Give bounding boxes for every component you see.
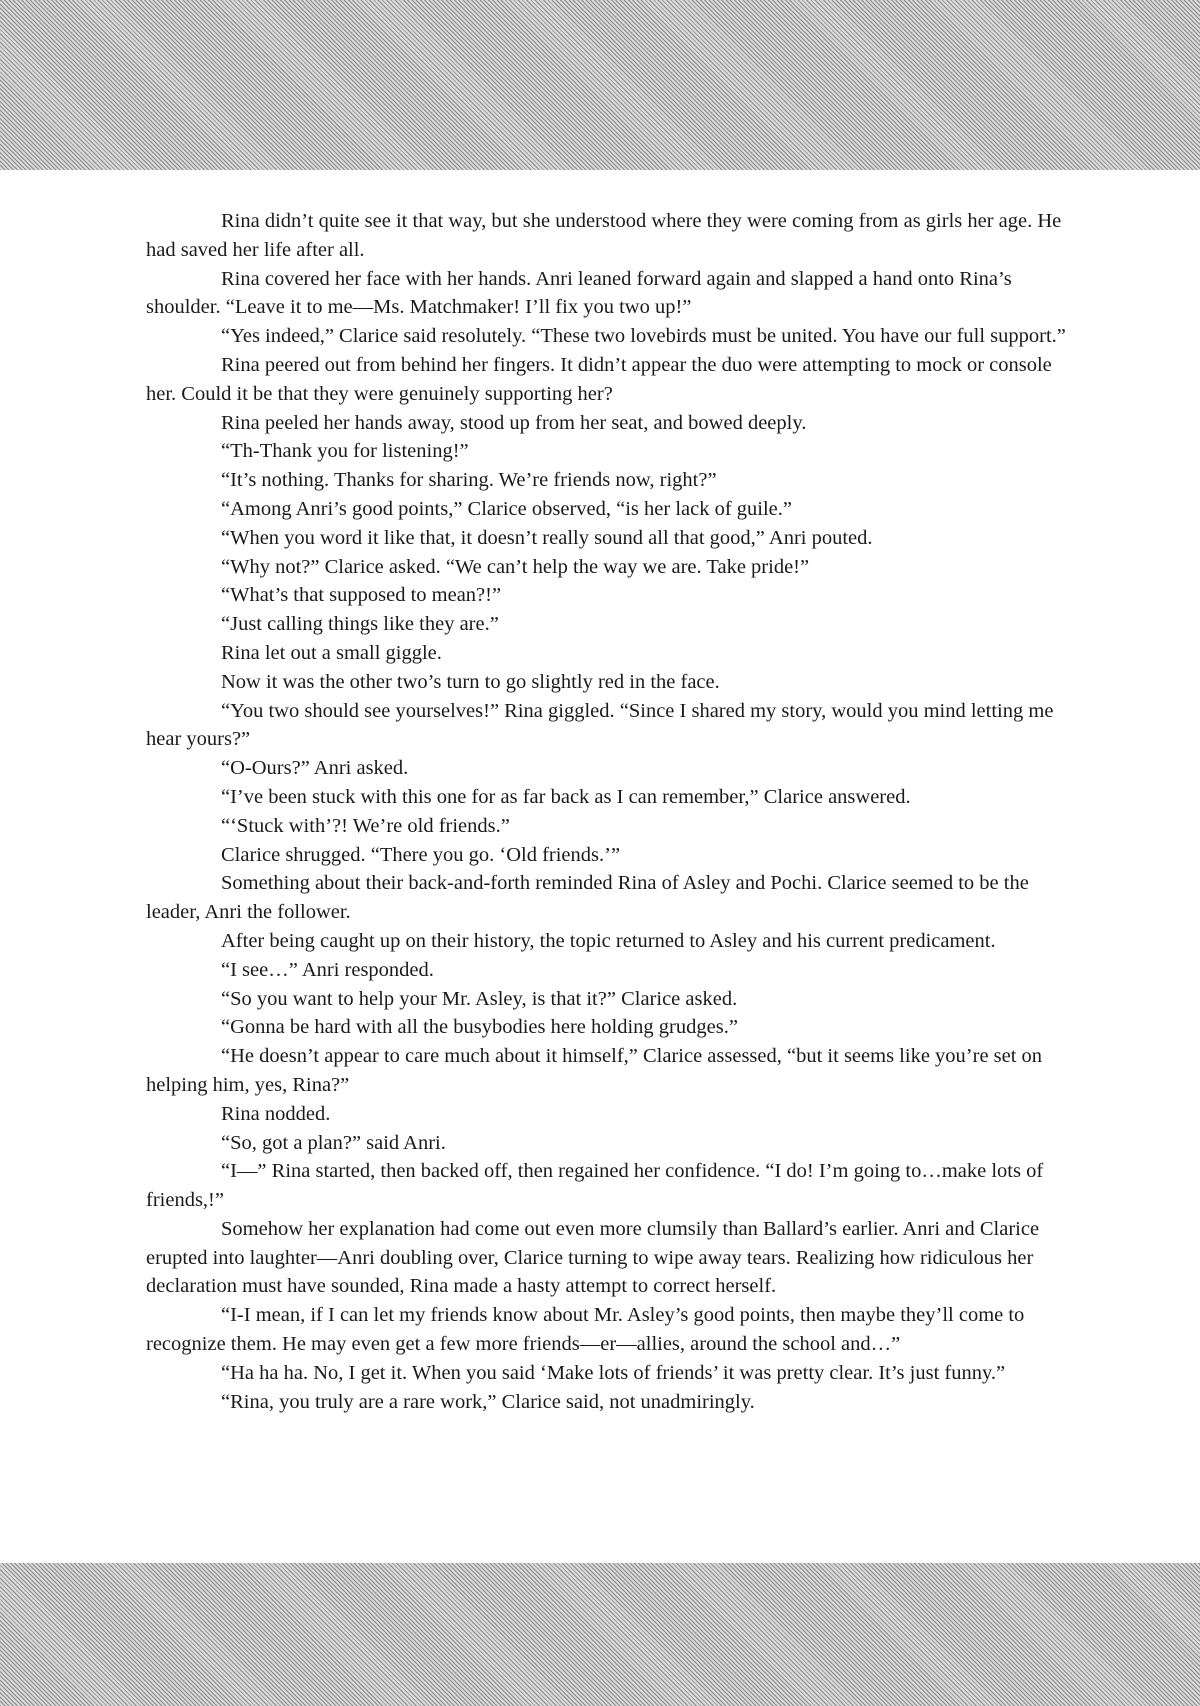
paragraph: “I’ve been stuck with this one for as far back as I can remember,” Clarice answered.	[221, 785, 911, 808]
paragraph: Rina peered out from behind her fingers. It didn’t appear the duo were attempting to mock or console her. Could it be that they were genuinely supporting her?	[146, 353, 1052, 405]
paragraph: “I-I mean, if I can let my friends know about Mr. Asley’s good points, then maybe they’ll come to recognize them. He may even get a few more friends—er—allies, around the school and…”	[146, 1304, 1025, 1356]
paragraph: Rina didn’t quite see it that way, but she understood where they were coming from as girls her age. He had saved her life after all.	[146, 210, 1062, 261]
bottom-scan-border	[0, 1563, 1200, 1706]
paragraph: “I—” Rina started, then backed off, then regained her confidence. “I do! I’m going to…make lots of friends,!”	[146, 1160, 1044, 1212]
paragraph: “‘Stuck with’?! We’re old friends.”	[221, 814, 510, 837]
paragraph: “I see…” Anri responded.	[221, 958, 434, 981]
paragraph: Somehow her explanation had come out even more clumsily than Ballard’s earlier. Anri and Clarice erupted into laughter—Anri doubling over, Clarice turning to wipe away tears. Realizing how ridiculous her declaration must have sounded, Rina made a hasty attempt to correct herself.	[146, 1217, 1040, 1298]
paragraph: Rina covered her face with her hands. Anri leaned forward again and slapped a hand onto Rina’s shoulder. “Leave it to me—Ms. Matchmaker! I’ll fix you two up!”	[146, 267, 1012, 319]
paragraph: “Just calling things like they are.”	[221, 613, 499, 636]
paragraph: “When you word it like that, it doesn’t really sound all that good,” Anri pouted.	[221, 526, 873, 549]
paragraph: Rina peeled her hands away, stood up from her seat, and bowed deeply.	[221, 411, 807, 434]
paragraph: Rina nodded.	[221, 1102, 331, 1125]
paragraph: “Why not?” Clarice asked. “We can’t help the way we are. Take pride!”	[221, 555, 810, 578]
paragraph: After being caught up on their history, the topic returned to Asley and his current predicament.	[221, 929, 996, 952]
paragraph: Clarice shrugged. “There you go. ‘Old friends.’”	[221, 843, 621, 866]
paragraph: “It’s nothing. Thanks for sharing. We’re friends now, right?”	[221, 469, 717, 492]
paragraph: “Yes indeed,” Clarice said resolutely. “These two lovebirds must be united. You have our full support.”	[221, 325, 1066, 348]
paragraph: “So you want to help your Mr. Asley, is that it?” Clarice asked.	[221, 987, 738, 1010]
paragraph: Rina let out a small giggle.	[221, 641, 442, 664]
paragraph: “Th-Thank you for listening!”	[221, 440, 469, 463]
paragraph: Something about their back-and-forth reminded Rina of Asley and Pochi. Clarice seemed to be the leader, Anri the follower.	[146, 872, 1029, 924]
top-scan-border	[0, 0, 1200, 170]
paragraph: “Ha ha ha. No, I get it. When you said ‘Make lots of friends’ it was pretty clear. It’s just funny.”	[221, 1361, 1006, 1384]
paragraph: “Among Anri’s good points,” Clarice observed, “is her lack of guile.”	[221, 497, 793, 520]
book-page-text	[146, 207, 1072, 1416]
paragraph: “You two should see yourselves!” Rina giggled. “Since I shared my story, would you mind letting me hear yours?”	[146, 699, 1054, 751]
paragraph: “O-Ours?” Anri asked.	[221, 757, 409, 780]
paragraph: “What’s that supposed to mean?!”	[221, 584, 502, 607]
paragraph: “Rina, you truly are a rare work,” Clarice said, not unadmiringly.	[221, 1390, 755, 1413]
paragraph: “He doesn’t appear to care much about it himself,” Clarice assessed, “but it seems like you’re set on helping him, yes, Rina?”	[146, 1045, 1043, 1096]
paragraph: Now it was the other two’s turn to go slightly red in the face.	[221, 670, 720, 693]
paragraph: “So, got a plan?” said Anri.	[221, 1131, 446, 1154]
paragraph: “Gonna be hard with all the busybodies here holding grudges.”	[221, 1016, 738, 1039]
